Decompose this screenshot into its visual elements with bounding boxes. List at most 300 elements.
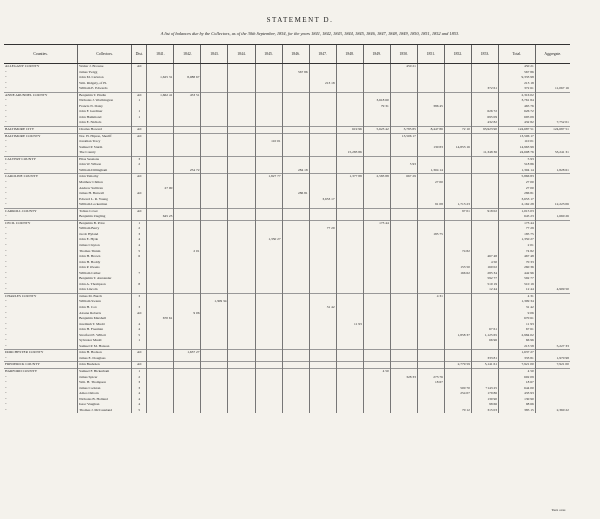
- column-header: 1849.: [363, 45, 390, 64]
- table-cell: 3,653 17: [498, 197, 535, 203]
- table-cell: 130 83: [417, 145, 444, 151]
- table-cell: 5: [132, 249, 147, 255]
- table-cell: Benjamin T. Pindle: [78, 92, 132, 98]
- table-cell: 667 29: [390, 174, 417, 180]
- table-cell: 13,506 17: [390, 133, 417, 139]
- table-cell: All: [132, 64, 147, 70]
- table-cell: 260 36: [498, 265, 535, 271]
- table-cell: 15,283 86: [336, 150, 363, 156]
- table-cell: [417, 408, 444, 414]
- table-cell: 31 42: [309, 305, 336, 311]
- table-cell: 5: [132, 408, 147, 414]
- table-cell: [147, 408, 174, 414]
- table-cell: ": [5, 276, 7, 281]
- table-cell: John H. Boddy: [78, 260, 132, 266]
- table-cell: 1: [132, 109, 147, 115]
- table-cell: CAROLINE COUNTY: [4, 174, 78, 180]
- table-cell: 432 82: [471, 120, 498, 126]
- table-cell: ": [5, 86, 7, 91]
- table-cell: 2: [132, 162, 147, 168]
- table-cell: Benjamin B. Price: [78, 220, 132, 226]
- table-cell: CALVERT COUNTY: [4, 156, 78, 162]
- table-cell: 1,858 37: [444, 333, 471, 339]
- table-cell: 12 44: [471, 287, 498, 293]
- table-cell: 432 82: [498, 120, 535, 126]
- table-cell: William Berry: [78, 226, 132, 232]
- table-cell: 619 96: [336, 127, 363, 134]
- table-cell: 695 09: [471, 115, 498, 121]
- table-cell: 2: [132, 226, 147, 232]
- table-cell: [309, 408, 336, 414]
- table-cell: 74 82: [498, 249, 535, 255]
- table-cell: The County: [78, 150, 132, 156]
- table-cell: John A. Thompson: [78, 282, 132, 288]
- table-cell: 1,637 27: [498, 350, 535, 356]
- table-cell: 24,608 76: [498, 150, 535, 156]
- table-cell: 4 50: [363, 368, 390, 374]
- table-cell: 645 23: [498, 214, 535, 220]
- table-cell: John P. Owens: [78, 265, 132, 271]
- column-header: 1846.: [282, 45, 309, 64]
- table-cell: 1,350 27: [498, 237, 535, 243]
- table-cell: 3: [132, 232, 147, 238]
- table-cell: BALTIMORE CITY: [4, 127, 78, 134]
- table-cell: Jeremiah T. Mudd: [78, 322, 132, 328]
- table-cell: ": [5, 150, 7, 155]
- table-cell: Samuel F. Bickerham: [78, 368, 132, 374]
- table-cell: 4: [132, 243, 147, 249]
- table-cell: 1,827 77: [255, 174, 282, 180]
- table-cell: FREDERICK COUNTY: [4, 362, 78, 369]
- table-cell: 67 61: [471, 327, 498, 333]
- column-header: Counties.: [4, 45, 78, 64]
- table-cell: 3,653 17: [309, 197, 336, 203]
- table-cell: Andrew Sullivan: [78, 185, 132, 191]
- table-cell: CARROLL COUNTY: [4, 208, 78, 214]
- table-cell: ": [5, 407, 7, 412]
- table-cell: 97 01: [444, 208, 471, 214]
- table-cell: ": [5, 69, 7, 74]
- table-cell: 3: [132, 293, 147, 299]
- table-cell: 567 86: [282, 70, 309, 76]
- table-cell: 1,309 34: [498, 299, 535, 305]
- table-cell: 385 15: [498, 408, 535, 414]
- table-cell: 1,015 03: [498, 208, 535, 214]
- table-cell: [228, 408, 255, 414]
- table-cell: [363, 408, 390, 414]
- table-cell: ": [5, 281, 7, 286]
- table-cell: 91 08: [417, 202, 444, 208]
- table-cell: ": [5, 109, 7, 114]
- table-cell: 2,360 22: [535, 408, 570, 414]
- table-cell: 1,660 26: [535, 214, 570, 220]
- table-cell: 4: [132, 402, 147, 408]
- table-cell: 31 42: [498, 305, 535, 311]
- table-cell: 670 61: [498, 316, 535, 322]
- table-cell: 173 44: [498, 220, 535, 226]
- table-cell: 1,377 88: [336, 174, 363, 180]
- table-cell: 3: [132, 156, 147, 162]
- table-cell: 284 18: [282, 168, 309, 174]
- table-cell: 1,970 98: [535, 356, 570, 362]
- table-cell: 3,761 84: [498, 98, 535, 104]
- table-cell: 124,687 51: [535, 127, 570, 134]
- table-cell: 12 44: [498, 287, 535, 293]
- table-cell: John H. Brown: [78, 254, 132, 260]
- table-cell: 6: [132, 254, 147, 260]
- table-cell: John Hammond: [78, 115, 132, 121]
- table-cell: James Spicer: [78, 375, 132, 381]
- table-cell: ANNE ARUNDEL COUNTY: [4, 92, 78, 98]
- table-cell: ": [5, 316, 7, 321]
- table-cell: CECIL COUNTY: [4, 220, 78, 226]
- table-cell: Benjamin Ziegling: [78, 214, 132, 220]
- table-cell: 645 23: [147, 214, 174, 220]
- table-cell: 2 01: [174, 249, 201, 255]
- table-cell: 72 10: [444, 127, 471, 134]
- table-cell: 315 03: [471, 408, 498, 414]
- statement-title: STATEMENT D.: [266, 16, 334, 24]
- table-cell: John Timothy: [78, 174, 132, 180]
- table-cell: ": [5, 139, 7, 144]
- table-cell: 2,984 02: [498, 333, 535, 339]
- table-header-row: [4, 45, 596, 64]
- column-header: 1852.: [444, 45, 471, 64]
- table-cell: 254 72: [174, 168, 201, 174]
- table-cell: 14,853 16: [444, 145, 471, 151]
- table-cell: All: [132, 191, 147, 197]
- table-cell: ": [5, 144, 7, 149]
- table-cell: 386 45: [417, 104, 444, 110]
- table-cell: 77 29: [498, 226, 535, 232]
- table-cell: 53,241 31: [535, 150, 570, 156]
- table-cell: All: [132, 92, 147, 98]
- table-cell: All: [132, 350, 147, 356]
- table-cell: All: [132, 208, 147, 214]
- table-cell: 372 61: [471, 86, 498, 92]
- table-cell: Nicholas B. Holland: [78, 397, 132, 403]
- table-cell: 3,618 60: [363, 98, 390, 104]
- table-cell: 4 50: [471, 260, 498, 266]
- table-cell: ": [5, 343, 7, 348]
- table-cell: Nicholas J. Worthington: [78, 98, 132, 104]
- table-cell: 3: [132, 386, 147, 392]
- table-cell: ": [5, 103, 7, 108]
- table-cell: +143 25: [471, 386, 498, 392]
- table-cell: ": [5, 248, 7, 253]
- table-cell: John E. Nichols: [78, 120, 132, 126]
- table-cell: ": [5, 402, 7, 407]
- table-cell: 518 86: [498, 162, 535, 168]
- table-cell: 1,304 14: [417, 168, 444, 174]
- turn-over-note: Turn over.: [551, 508, 566, 512]
- table-cell: 27 00: [498, 185, 535, 191]
- table-cell: William Cather: [78, 271, 132, 277]
- table-cell: 213 58: [498, 344, 535, 350]
- table-cell: 4 50: [498, 368, 535, 374]
- table-cell: John E. Hyde: [78, 237, 132, 243]
- table-cell: ": [5, 231, 7, 236]
- table-cell: ": [5, 214, 7, 219]
- table-cell: Matthew Chilton: [78, 180, 132, 186]
- table-cell: ": [5, 270, 7, 275]
- table-body: [4, 64, 596, 414]
- table-cell: ": [5, 287, 7, 292]
- table-cell: John H. Cox: [78, 305, 132, 311]
- table-cell: 465 76: [498, 104, 535, 110]
- table-cell: 328 33: [390, 375, 417, 381]
- table-cell: Isaac Vaughan: [78, 402, 132, 408]
- table-cell: 124,687 51: [498, 127, 535, 134]
- table-cell: William Dillingham: [78, 168, 132, 174]
- table-cell: 8,447 86: [417, 127, 444, 134]
- table-cell: 110 01: [498, 139, 535, 145]
- table-cell: 66 96: [471, 338, 498, 344]
- table-cell: John H. Hodson: [78, 350, 132, 356]
- table-cell: Charles Howard: [78, 127, 132, 134]
- column-header: 1851.: [417, 45, 444, 64]
- table-cell: [282, 408, 309, 414]
- table-cell: 4: [132, 327, 147, 333]
- table-cell: All: [132, 362, 147, 369]
- table-cell: 3: [132, 380, 147, 386]
- column-header: Dist.: [132, 45, 147, 64]
- table-cell: 185 75: [498, 232, 535, 238]
- table-cell: ": [5, 196, 7, 201]
- table-cell: ": [5, 374, 7, 379]
- table-cell: HARFORD COUNTY: [4, 368, 78, 374]
- table-cell: 453 51: [174, 92, 201, 98]
- table-cell: ALLEGANY COUNTY: [4, 64, 78, 70]
- table-cell: ": [5, 338, 7, 343]
- table-cell: 11,348 36: [471, 150, 498, 156]
- table-cell: 567 86: [498, 70, 535, 76]
- table-cell: Aloane Roberts: [78, 311, 132, 317]
- table-cell: 4,909 50: [535, 287, 570, 293]
- table-cell: Jacob Hyland: [78, 232, 132, 238]
- table-cell: 4: [132, 391, 147, 397]
- table-cell: 4: [132, 322, 147, 328]
- table-cell: James Clayton: [78, 243, 132, 249]
- table-cell: 5: [132, 333, 147, 339]
- table-cell: John W. Wilson: [78, 162, 132, 168]
- table-cell: 2,779 59: [444, 362, 471, 369]
- table-cell: ": [5, 226, 7, 231]
- table-cell: 450 21: [498, 64, 535, 70]
- table-cell: 1,662 41: [147, 92, 174, 98]
- column-header: 1841.: [147, 45, 174, 64]
- table-cell: ": [5, 385, 7, 390]
- table-cell: 79 31: [363, 104, 390, 110]
- table-cell: 450 21: [390, 64, 417, 70]
- table-cell: 9 06: [174, 311, 201, 317]
- table-cell: 333 81: [498, 356, 535, 362]
- table-cell: 179 86: [471, 391, 498, 397]
- table-cell: 467 48: [498, 254, 535, 260]
- table-cell: All: [132, 311, 147, 317]
- table-cell: 173 44: [363, 220, 390, 226]
- table-cell: 70 12: [444, 408, 471, 414]
- table-cell: 7,921 00: [498, 362, 535, 369]
- table-cell: 74 82: [444, 249, 471, 255]
- table-cell: James M. Burch: [78, 293, 132, 299]
- table-cell: 77 29: [309, 226, 336, 232]
- column-header: 1848.: [336, 45, 363, 64]
- table-cell: 12,223 06: [535, 202, 570, 208]
- table-cell: All: [132, 174, 147, 180]
- table-cell: William Lockerman: [78, 202, 132, 208]
- column-header: 1850.: [390, 45, 417, 64]
- table-cell: ": [5, 380, 7, 385]
- table-cell: 333 81: [471, 356, 498, 362]
- table-cell: 4: [132, 237, 147, 243]
- table-cell: 1: [132, 115, 147, 121]
- table-cell: 1,828 61: [535, 168, 570, 174]
- table-cell: ": [5, 162, 7, 167]
- table-cell: John Basholen: [78, 362, 132, 369]
- table-cell: 2,162 28: [498, 202, 535, 208]
- table-cell: ": [5, 327, 7, 332]
- table-cell: 2,583 88: [363, 174, 390, 180]
- table-cell: 8,088 67: [174, 75, 201, 81]
- table-cell: Jonathan Tracy: [78, 139, 132, 145]
- table-cell: 213 18: [498, 81, 535, 87]
- table-cell: 2 01: [498, 243, 535, 249]
- table-cell: 285 34: [471, 271, 498, 277]
- table-cell: ": [5, 396, 7, 401]
- table-cell: ": [5, 355, 7, 360]
- table-cell: 7,921 00: [535, 362, 570, 369]
- table-cell: James Twigg: [78, 70, 132, 76]
- table-cell: 27 00: [498, 180, 535, 186]
- table-cell: 467 48: [471, 254, 498, 260]
- table-cell: ": [5, 237, 7, 242]
- table-cell: 213 18: [309, 81, 336, 87]
- table-cell: 130 90: [471, 397, 498, 403]
- table-cell: [201, 408, 228, 414]
- table-cell: William Swann: [78, 299, 132, 305]
- table-cell: 67 61: [498, 327, 535, 333]
- table-cell: Amos Osborn: [78, 391, 132, 397]
- table-cell: 286 81: [498, 191, 535, 197]
- table-cell: James H. Burwell: [78, 191, 132, 197]
- table-cell: ": [5, 98, 7, 103]
- table-cell: 1,125 65: [471, 333, 498, 339]
- table-cell: 1,350 27: [255, 237, 282, 243]
- table-cell: 7: [132, 271, 147, 277]
- table-cell: [255, 408, 282, 414]
- table-cell: [390, 408, 417, 414]
- table-row: [4, 408, 596, 414]
- table-cell: 1,637 27: [174, 350, 201, 356]
- table-cell: 27 00: [147, 185, 174, 191]
- table-cell: DORCHESTER COUNTY: [4, 350, 78, 356]
- table-cell: 510 19: [498, 282, 535, 288]
- table-cell: 4 31: [498, 293, 535, 299]
- table-cell: 14,963 99: [498, 145, 535, 151]
- table-cell: 13,506 17: [498, 133, 535, 139]
- table-cell: Benjamin Marshall: [78, 316, 132, 322]
- table-cell: All: [132, 133, 147, 139]
- table-cell: 66 96: [498, 338, 535, 344]
- table-cell: Wm. H. Thompson: [78, 380, 132, 386]
- table-cell: 5 93: [390, 162, 417, 168]
- table-cell: 695 09: [498, 115, 535, 121]
- table-cell: Samuel P. Sturm: [78, 145, 132, 151]
- table-cell: ": [5, 191, 7, 196]
- table-cell: 5,623 42: [363, 127, 390, 134]
- table-cell: 592 77: [471, 276, 498, 282]
- statement-subtitle: A list of balances due by the Collectors, as of the 30th September, 1854, for the years 1841, 1842, 1843, 1844, 1845, 1846, 1847, 1848, 1849, 1850, 1851, 1852 and 1853.: [160, 31, 460, 36]
- table-cell: Samuel P. M. Hanson: [78, 344, 132, 350]
- table-cell: James Cockran: [78, 386, 132, 392]
- table-cell: BALTIMORE COUNTY: [4, 133, 78, 139]
- table-cell: ": [5, 80, 7, 85]
- table-cell: 5,141 61: [471, 362, 498, 369]
- table-cell: 8: [132, 282, 147, 288]
- table-cell: 670 61: [147, 316, 174, 322]
- table-cell: 918 02: [471, 208, 498, 214]
- table-cell: John F. Gardiner: [78, 109, 132, 115]
- table-cell: ": [5, 254, 7, 259]
- table-cell: ": [5, 310, 7, 315]
- table-cell: John H. Freeman: [78, 327, 132, 333]
- table-cell: 11,067 16: [535, 86, 570, 92]
- table-cell: 9 06: [498, 311, 535, 317]
- table-cell: All: [132, 127, 147, 134]
- table-cell: 98 66: [471, 402, 498, 408]
- table-cell: 644 00: [498, 386, 535, 392]
- table-cell: 3,785 85: [390, 127, 417, 134]
- table-cell: 130 90: [498, 397, 535, 403]
- table-cell: ": [5, 167, 7, 172]
- table-cell: 433 93: [498, 391, 535, 397]
- table-cell: 1,625 31: [147, 75, 174, 81]
- table-cell: 510 19: [471, 282, 498, 288]
- table-cell: 254 07: [444, 391, 471, 397]
- column-header: 1842.: [174, 45, 201, 64]
- table-cell: 1,304 14: [498, 168, 535, 174]
- table-cell: ": [5, 265, 7, 270]
- table-cell: Stratford E. Willett: [78, 333, 132, 339]
- table-cell: 1: [132, 338, 147, 344]
- table-cell: 11 93: [498, 322, 535, 328]
- table-cell: Benjamin T. Alexander: [78, 276, 132, 282]
- table-cell: John Lincoln: [78, 287, 132, 293]
- table-cell: Thomas J. McCausland: [78, 408, 132, 414]
- table-cell: 18 67: [417, 380, 444, 386]
- column-header: 1845.: [255, 45, 282, 64]
- table-cell: ": [5, 185, 7, 190]
- table-cell: Nor. H. Hipton, Sheriff: [78, 133, 132, 139]
- table-cell: 98 66: [498, 402, 535, 408]
- table-cell: ": [5, 299, 7, 304]
- column-header: 1853.: [471, 45, 498, 64]
- table-cell: 5,866 83: [498, 174, 535, 180]
- table-cell: 500 70: [444, 386, 471, 392]
- table-cell: Edward L. R. Young: [78, 197, 132, 203]
- table-cell: 11 93: [336, 322, 363, 328]
- table-cell: Tobias Cover: [78, 208, 132, 214]
- column-header: Total.: [498, 45, 535, 64]
- table-cell: ": [5, 321, 7, 326]
- table-cell: Thomas Tinnin: [78, 249, 132, 255]
- table-cell: [174, 408, 201, 414]
- table-cell: 110 01: [255, 139, 282, 145]
- table-cell: 592 77: [498, 276, 535, 282]
- table-cell: 9,333 98: [498, 75, 535, 81]
- table-cell: ": [5, 304, 7, 309]
